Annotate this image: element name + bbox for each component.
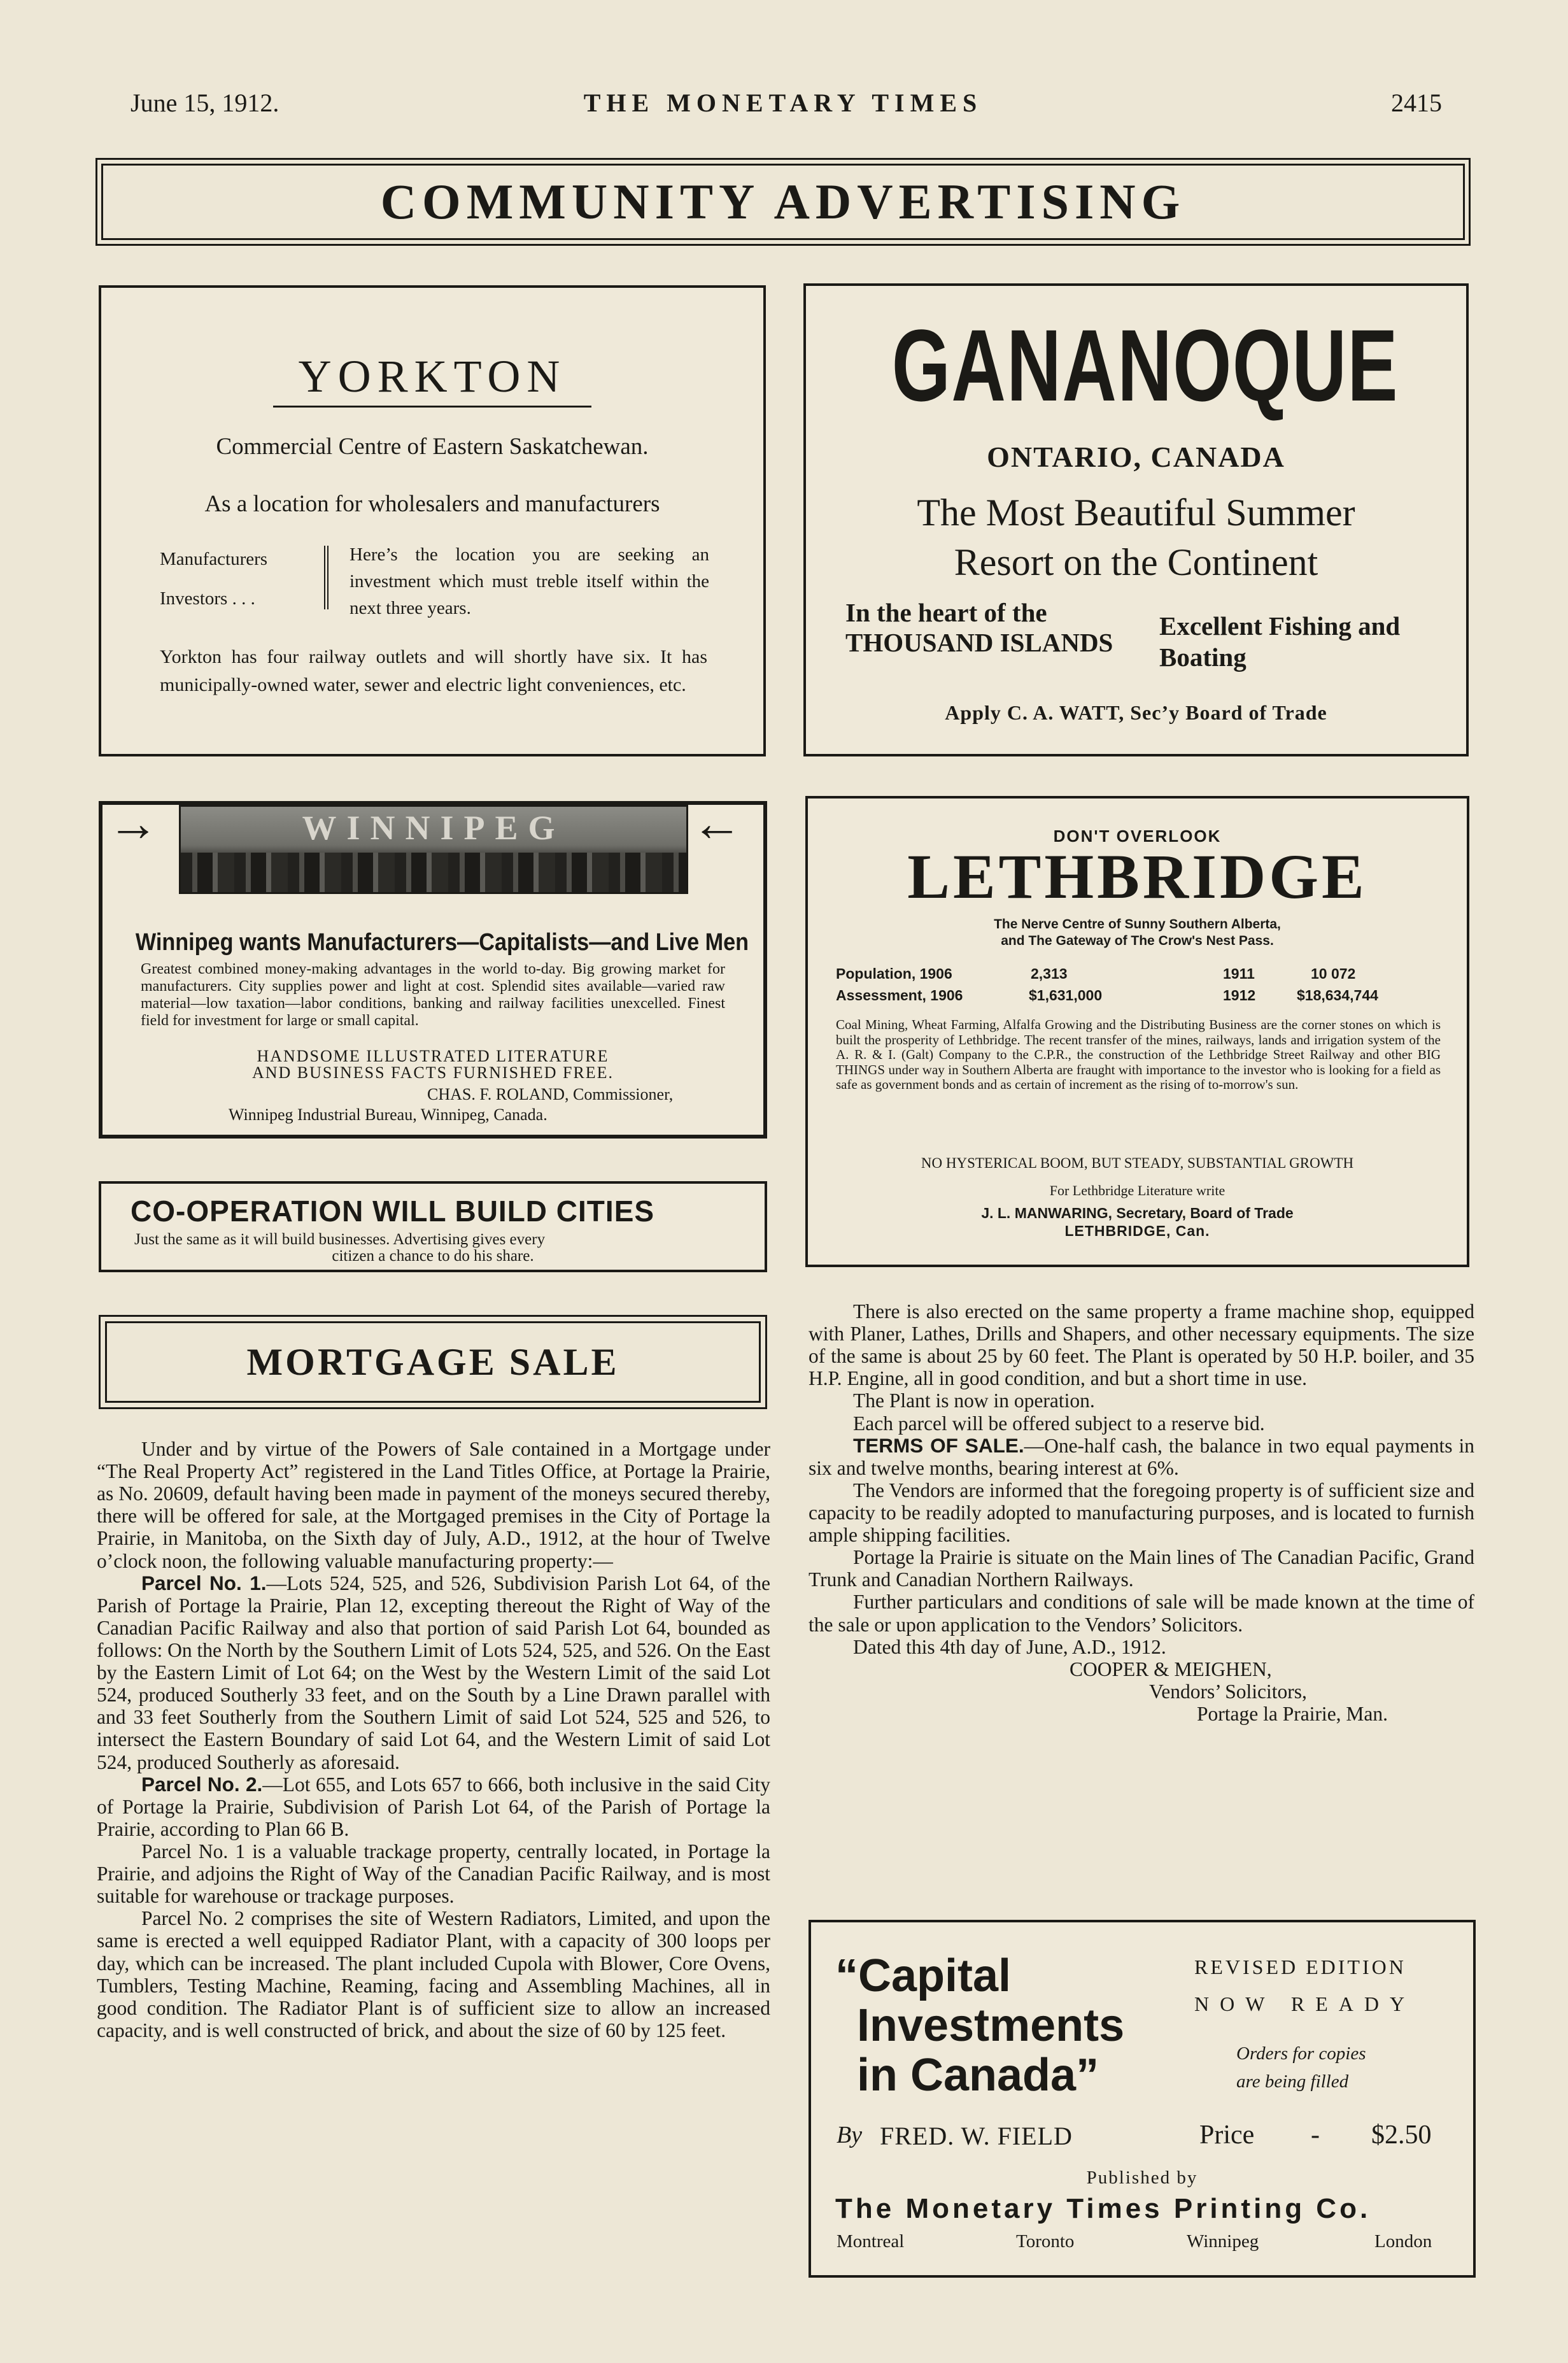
capital-published-by: Published by (1086, 2168, 1198, 2188)
lethbridge-title: LETHBRIDGE (907, 841, 1367, 912)
cooperation-line-2: citizen a chance to do his share. (332, 1247, 534, 1265)
capital-edition-1: REVISED EDITION (1194, 1955, 1406, 1978)
parcel-1-text: —Lots 524, 525, and 526, Subdivision Parish Lot 64, of the Parish of Portage la Prairie, Plan 12, excepting thereout the Right of Way of the Canadian Pacific Railway and also that portion of said Parish Lot 64, bounded as follows: On the North by the Southern Limit of Lots 524, 525, and 526. On the East by the Eastern Limit of Lot 64; on the West by the Western Limit of the said Lot 524, produced Southerly 33 feet, and on the South by a Line Drawn parallel with and 33 feet Southerly from the Southern Limit of said Lot 524, 525 and 526, to intersect the Eastern Boundary of said Lot 64, and the Western Limit of said Lot 524, produced Southerly as aforesaid. (97, 1572, 771, 1773)
yorkton-title: YORKTON (273, 350, 591, 408)
capital-title-2: Investments (857, 2000, 1125, 2051)
capital-price-label: Price (1199, 2120, 1255, 2150)
lethbridge-city: LETHBRIDGE, Can. (1064, 1223, 1210, 1239)
parcel-2-label: Parcel No. 2. (141, 1772, 263, 1796)
section-title: COMMUNITY ADVERTISING (380, 174, 1186, 229)
mortgage-p5: Parcel No. 2 comprises the site of Western Radiators, Limited, and upon the same is erected a well equipped Radiator Plant, with a capacity of 300 loops per day, which can be increased. The plant included Cupola with Blower, Core Ovens, Tumblers, Testing Machine, Reaming, facing and Assembling Machines, all in good condition. The Radiator Plant is of sufficient size to allow an increased capacity, and is well constructed of brick, and about the size of 60 by 125 feet. (97, 1907, 770, 2041)
terms-label: TERMS OF SALE. (853, 1433, 1024, 1457)
capital-city-4: London (1374, 2231, 1432, 2252)
lethbridge-stat-v2-2: $18,634,744 (1297, 987, 1378, 1004)
gananoque-title: GANANOQUE (891, 308, 1399, 422)
cooperation-title: CO-OPERATION WILL BUILD CITIES (131, 1195, 655, 1228)
terms-text: —One-half cash, the balance in two equal payments in six and twelve months, bearing interest at 6%. (809, 1434, 1474, 1479)
yorkton-line2: As a location for wholesalers and manufacturers (204, 491, 660, 517)
yorkton-divider (324, 546, 328, 609)
gananoque-subtitle: ONTARIO, CANADA (987, 441, 1285, 473)
lethbridge-kicker: DON'T OVERLOOK (1053, 827, 1222, 846)
lethbridge-stat-label-1: Population, 1906 (836, 965, 952, 982)
yorkton-right: Here’s the location you are seeking an investment which must treble itself within the next three years. (350, 544, 709, 619)
gananoque-ad (803, 283, 1469, 756)
yorkton-body: Yorkton has four railway outlets and will shortly have six. It has municipally-owned water, sewer and electric light conveniences, etc. (160, 646, 707, 695)
mortgage-title-frame (99, 1315, 767, 1409)
mortgage-r6: Portage la Prairie is situate on the Main lines of The Canadian Pacific, Grand Trunk and Canadian Northern Railways. (809, 1546, 1474, 1591)
cooperation-line-1: Just the same as it will build businesses. Advertising gives every (134, 1231, 546, 1248)
mortgage-parcel-1 (97, 1572, 770, 1773)
lethbridge-contact: J. L. MANWARING, Secretary, Board of Trade (981, 1205, 1294, 1221)
mortgage-p1: Under and by virtue of the Powers of Sale contained in a Mortgage under “The Real Property Act” registered in the Land Titles Office, at Portage la Prairie, as No. 20609, default having been made in payment of the moneys secured thereby, there will be offered for sale, at the Mortgaged premises in the City of Portage la Prairie, in Manitoba, on the Sixth day of July, A.D., 1912, at the hour of Twelve o’clock noon, the following valuable manufacturing property:— (97, 1438, 770, 1572)
winnipeg-literature-1: HANDSOME ILLUSTRATED LITERATURE (257, 1047, 609, 1065)
parcel-2-text: —Lot 655, and Lots 657 to 666, both inclusive in the said City of Portage la Prairie, Subdivision of Parish Lot 64, of the Parish of Portage la Prairie, according to Plan 66 B. (97, 1773, 770, 1840)
lethbridge-body: Coal Mining, Wheat Farming, Alfalfa Growing and the Distributing Business are the corner stones on which is built the prosperity of Lethbridge. The recent transfer of the mines, railways, lands and irrigation system of the A. R. & I. (Galt) Company to the C.P.R., the construction of the Lethbridge Street Railway and other BIG THINGS under way in Southern Alberta are fraught with importance to the investor who is looking for a field as safe as government bonds and as certain of increment as the rising of to-morrow's sun. (836, 1017, 1441, 1093)
mortgage-sig-3: Portage la Prairie, Man. (1197, 1702, 1388, 1725)
gananoque-right: Excellent Fishing and Boating (1159, 611, 1401, 672)
yorkton-ad (99, 285, 766, 756)
mortgage-sig-2: Vendors’ Solicitors, (1149, 1680, 1307, 1703)
city-skyline (181, 853, 686, 892)
capital-city-1: Montreal (837, 2231, 905, 2252)
mortgage-left-column (97, 1438, 770, 2041)
lethbridge-stat-v1-1: 2,313 (1031, 965, 1068, 982)
mortgage-r2: The Plant is now in operation. (853, 1389, 1095, 1412)
mortgage-dated: Dated this 4th day of June, A.D., 1912. (853, 1635, 1166, 1658)
lethbridge-sub-2: and The Gateway of The Crow's Nest Pass. (1001, 933, 1274, 948)
capital-orders-2: are being filled (1236, 2071, 1349, 2092)
lethbridge-ad (805, 796, 1469, 1267)
mortgage-parcel-2 (97, 1773, 770, 1840)
capital-price-dash: - (1311, 2120, 1320, 2150)
header-page-number: 2415 (1391, 89, 1442, 117)
mortgage-terms (809, 1435, 1474, 1479)
mortgage-sig-1: COOPER & MEIGHEN, (1070, 1657, 1272, 1680)
mortgage-right-column (809, 1300, 1474, 1725)
header-publication: THE MONETARY TIMES (583, 89, 983, 117)
capital-by: By (837, 2122, 863, 2148)
gananoque-apply: Apply C. A. WATT, Sec’y Board of Trade (945, 701, 1327, 724)
mortgage-r5: The Vendors are informed that the foregoing property is of sufficient size and capacity to be readily adopted to manufacturing purposes, and is located to furnish ample shipping facilities. (809, 1479, 1474, 1547)
lethbridge-boom: NO HYSTERICAL BOOM, BUT STEADY, SUBSTANTIAL GROWTH (921, 1155, 1354, 1171)
winnipeg-headline: Winnipeg wants Manufacturers—Capitalists—and Live Men (135, 929, 749, 956)
lethbridge-stat-label2-2: 1912 (1223, 987, 1256, 1004)
capital-author: FRED. W. FIELD (880, 2122, 1073, 2150)
mortgage-r7: Further particulars and conditions of sale will be made known at the time of the sale or upon application to the Vendors’ Solicitors. (809, 1591, 1474, 1636)
capital-ad (809, 1920, 1476, 2278)
yorkton-subtitle: Commercial Centre of Eastern Saskatchewan. (216, 434, 649, 460)
mortgage-p4: Parcel No. 1 is a valuable trackage property, centrally located, in Portage la Prairie, and adjoins the Right of Way of the Canadian Pacific Railway, and is most suitable for warehouse or trackage purposes. (97, 1840, 770, 1908)
lethbridge-stat-v2-1: 10 072 (1311, 965, 1356, 982)
winnipeg-bureau: Winnipeg Industrial Bureau, Winnipeg, Canada. (229, 1105, 547, 1124)
capital-city-2: Toronto (1016, 2231, 1075, 2252)
gananoque-tagline-1: The Most Beautiful Summer (917, 492, 1355, 534)
section-title-frame (95, 158, 1471, 246)
winnipeg-ad (99, 796, 767, 1139)
yorkton-left-1: Manufacturers (160, 549, 268, 569)
winnipeg-contact: CHAS. F. ROLAND, Commissioner, (427, 1085, 674, 1103)
winnipeg-literature-2: AND BUSINESS FACTS FURNISHED FREE. (251, 1063, 614, 1082)
lethbridge-sub-1: The Nerve Centre of Sunny Southern Alberta, (994, 917, 1281, 932)
header-date: June 15, 1912. (131, 89, 279, 117)
mortgage-r3: Each parcel will be offered subject to a reserve bid. (853, 1412, 1265, 1435)
gananoque-left: In the heart of the THOUSAND ISLANDS (845, 598, 1113, 658)
arrow-right-icon: → (108, 796, 159, 852)
lethbridge-stat-label2-1: 1911 (1223, 965, 1255, 982)
winnipeg-body: Greatest combined money-making advantages in the world to-day. Big growing market for manufacturers. City supplies power and light at cost. Splendid sites available—varied raw material—low taxation—labor conditions, banking and railway facilities unexcelled. Finest field for investment for large or small capital. (141, 961, 725, 1029)
mortgage-title: MORTGAGE SALE (246, 1340, 619, 1383)
winnipeg-banner-image (179, 805, 688, 894)
capital-title-1: “Capital (835, 1950, 1012, 2001)
cooperation-ad (99, 1181, 767, 1272)
arrow-left-icon: ← (691, 796, 742, 852)
lethbridge-literature: For Lethbridge Literature write (1049, 1182, 1225, 1198)
lethbridge-stat-label-2: Assessment, 1906 (836, 987, 963, 1004)
capital-publisher: The Monetary Times Printing Co. (835, 2193, 1371, 2224)
capital-orders-1: Orders for copies (1236, 2043, 1366, 2064)
capital-price: $2.50 (1371, 2120, 1432, 2150)
lethbridge-stat-v1-2: $1,631,000 (1029, 987, 1103, 1004)
gananoque-tagline-2: Resort on the Continent (954, 541, 1318, 583)
mortgage-r1: There is also erected on the same property a frame machine shop, equipped with Planer, Lathes, Drills and Shapers, and other necessary equipments. The size of the same is about 25 by 60 feet. The Plant is operated by 50 H.P. boiler, and 35 H.P. Engine, all in good condition, and but a short time in use. (809, 1300, 1474, 1390)
winnipeg-banner-text: WINNIPEG (302, 809, 565, 847)
capital-city-3: Winnipeg (1187, 2231, 1259, 2252)
yorkton-left-2: Investors . . . (160, 588, 255, 609)
parcel-1-label: Parcel No. 1. (141, 1571, 267, 1594)
capital-title-3: in Canada” (857, 2050, 1099, 2101)
capital-edition-2: NOW READY (1194, 1992, 1416, 2015)
